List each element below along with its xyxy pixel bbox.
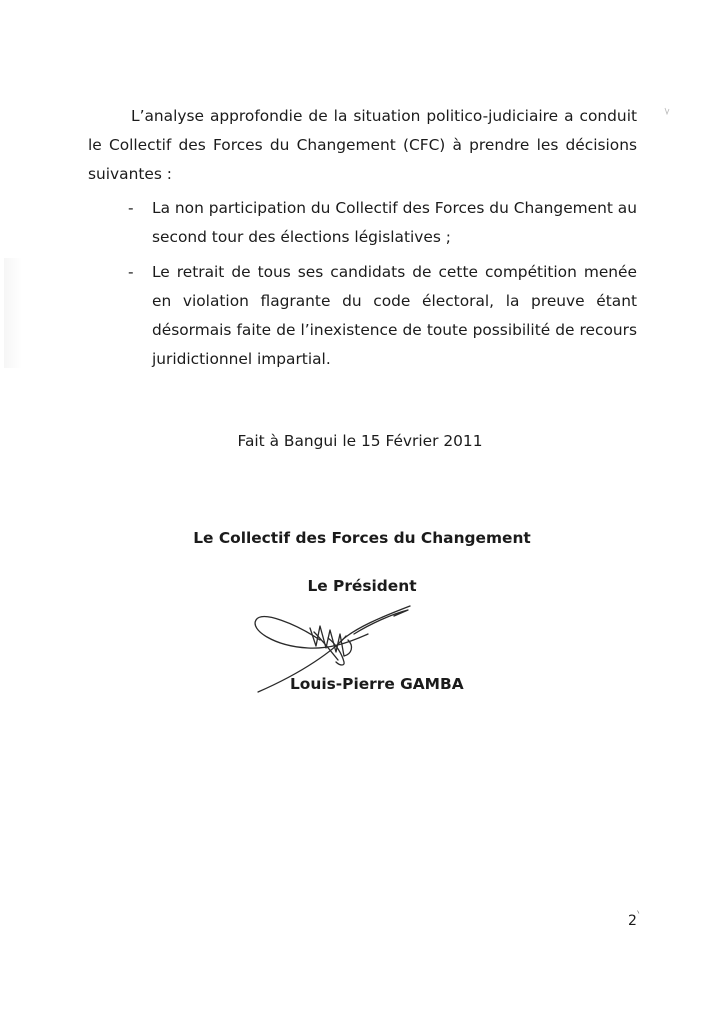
scan-speck-mark: [664, 107, 670, 115]
decision-item: [88, 258, 637, 374]
list-dash-marker: -: [128, 199, 134, 217]
place-and-date: Fait à Bangui le 15 Février 2011: [237, 432, 483, 450]
decision-text: La non participation du Collectif des Forces du Changement au second tour des élections législatives ;: [152, 199, 637, 246]
page-number: 2: [628, 913, 637, 929]
list-dash-marker: -: [128, 263, 134, 281]
decisions-list: [88, 194, 637, 380]
scan-edge-shadow: [4, 258, 22, 368]
organization-name: Le Collectif des Forces du Changement: [193, 529, 531, 547]
signatory-title: Le Président: [307, 577, 417, 595]
decision-text: Le retrait de tous ses candidats de cette compétition menée en violation flagrante du code électoral, la preuve étant désormais faite de l’inexistence de toute possibilité de recours juridictionnel impartial.: [152, 263, 637, 368]
page-number-tick-mark: [637, 910, 640, 914]
intro-paragraph: L’analyse approfondie de la situation politico-judiciaire a conduit le Collectif des Forces du Changement (CFC) à prendre les décisions suivantes :: [88, 107, 637, 183]
decision-item: [88, 194, 637, 252]
signatory-name: Louis-Pierre GAMBA: [290, 675, 464, 693]
